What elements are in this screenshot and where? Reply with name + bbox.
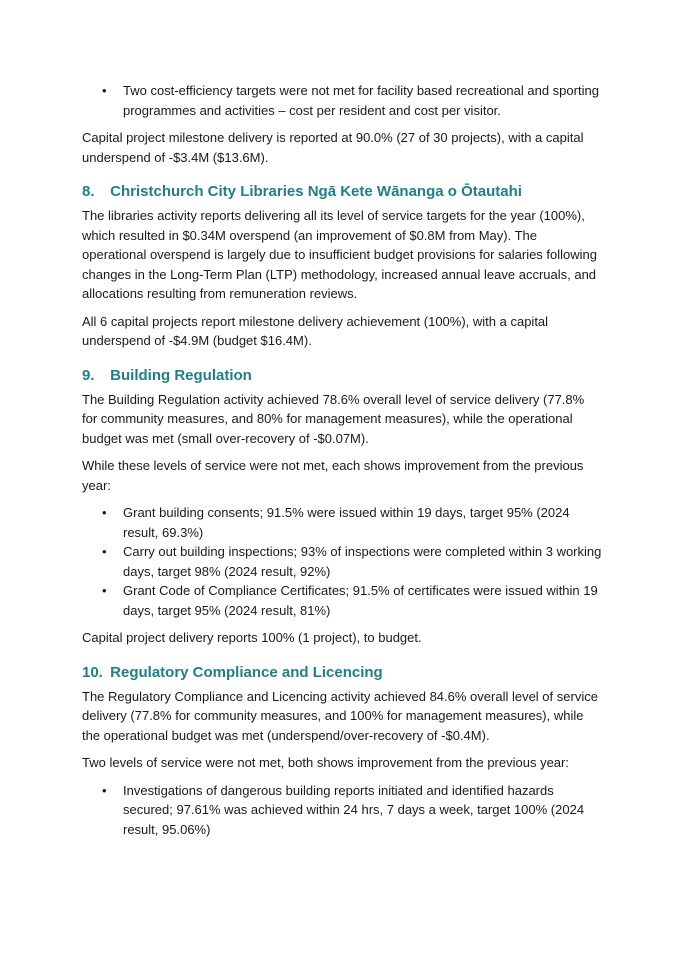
bullet-icon: •	[102, 505, 107, 520]
section-10-paragraph-2: Two levels of service were not met, both shows improvement from the previous year:	[82, 755, 569, 770]
section-number: 10.	[82, 663, 103, 681]
section-10-bullet-list	[82, 781, 602, 840]
section-8-paragraph-2: All 6 capital projects report milestone delivery achievement (100%), with a capital underspend of -$4.9M (budget $16.4M).	[82, 313, 549, 348]
bullet-text: Investigations of dangerous building reports initiated and identified hazards secured; 97.61% was achieved within 24 hrs, 7 days a week, target 100% (2024 result, 95.06%)	[123, 782, 585, 837]
intro-bullet-text: Two cost-efficiency targets were not met for facility based recreational and sporting programmes and activities – cost per resident and cost per visitor.	[123, 83, 599, 118]
bullet-icon: •	[102, 544, 107, 559]
section-9-bullet-list	[82, 503, 602, 620]
bullet-text: Grant building consents; 91.5% were issued within 19 days, target 95% (2024 result, 69.3%)	[123, 505, 570, 540]
intro-bullet-list	[82, 81, 602, 120]
section-title: Building Regulation	[110, 366, 252, 384]
section-10-paragraph-1: The Regulatory Compliance and Licencing activity achieved 84.6% overall level of service delivery (77.8% for community measures, and 100% for management measures), while the operational budget was met (underspend/over-recovery of -$0.4M).	[82, 688, 598, 743]
section-number: 8.	[82, 183, 95, 200]
list-item	[82, 581, 602, 620]
bullet-icon: •	[102, 583, 107, 598]
bullet-icon: •	[102, 782, 107, 798]
bullet-icon: •	[102, 83, 107, 98]
section-9-paragraph-1: The Building Regulation activity achieved 78.6% overall level of service delivery (77.8% for community measures, and 80% for management measures), while the operational budget was met (small over-recovery of -$0.07M).	[82, 391, 585, 446]
section-title: Regulatory Compliance and Licencing	[110, 663, 383, 681]
section-10-heading	[82, 663, 602, 683]
list-item	[82, 503, 602, 542]
bullet-text: Carry out building inspections; 93% of inspections were completed within 3 working days, target 98% (2024 result, 92%)	[123, 544, 602, 579]
list-item	[82, 781, 602, 840]
section-8-paragraph-1: The libraries activity reports delivering all its level of service targets for the year (100%), which resulted in $0.34M overspend (an improvement of $0.8M from May). The operational overspend is largely due to insufficient budget provisions for salaries following changes in the Long-Term Plan (LTP) methodology, increased annual leave accruals, and allocations resulting from remuneration reviews.	[82, 208, 598, 301]
section-9-heading	[82, 366, 602, 386]
list-item	[82, 542, 602, 581]
document-body	[82, 81, 602, 839]
section-8-heading	[82, 182, 602, 202]
section-number: 9.	[82, 366, 95, 384]
section-9-paragraph-2: While these levels of service were not met, each shows improvement from the previous year:	[82, 458, 584, 493]
list-item	[82, 81, 602, 120]
bullet-text: Grant Code of Compliance Certificates; 91.5% of certificates were issued within 19 days, target 95% (2024 result, 81%)	[123, 583, 598, 618]
intro-paragraph: Capital project milestone delivery is reported at 90.0% (27 of 30 projects), with a capital underspend of -$3.4M ($13.6M).	[82, 130, 584, 165]
section-title: Christchurch City Libraries Ngā Kete Wānanga o Ōtautahi	[110, 183, 522, 200]
section-9-closing-paragraph: Capital project delivery reports 100% (1 project), to budget.	[82, 630, 422, 645]
